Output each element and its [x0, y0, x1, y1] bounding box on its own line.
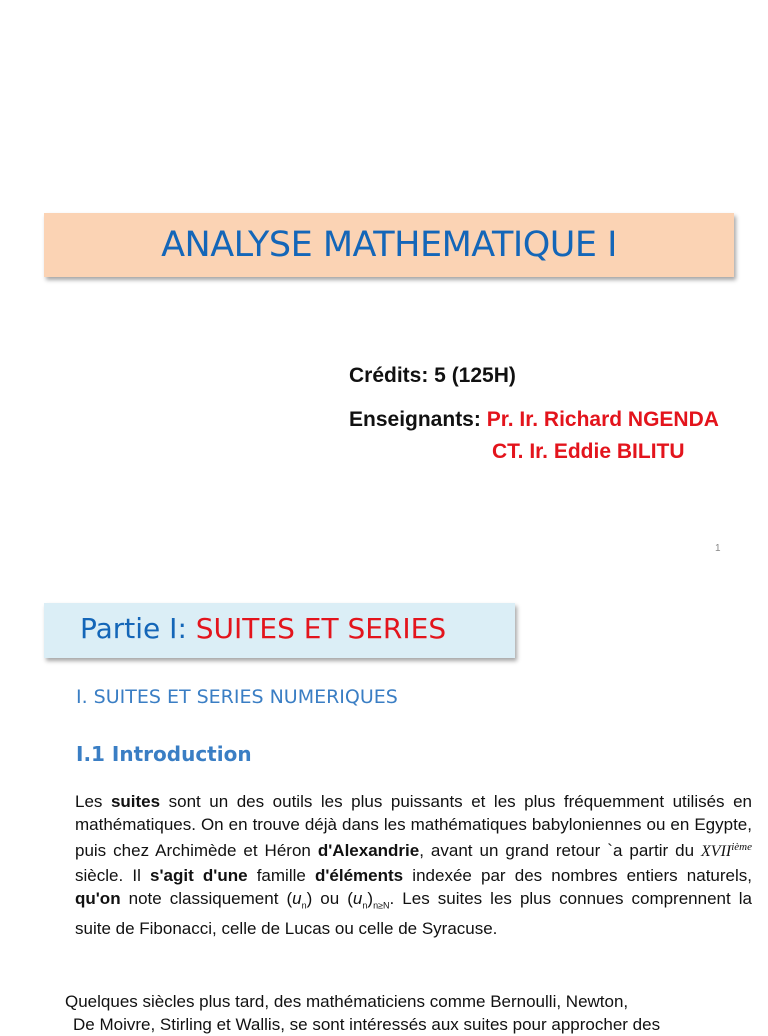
part-banner [44, 603, 515, 658]
part-prefix: Partie I: [80, 612, 187, 645]
teacher-1: Pr. Ir. Richard NGENDA [486, 408, 719, 431]
intro-paragraph: Les suites sont un des outils les plus puissants et les plus fréquemment utilisés en mathématiques. On en trouve déjà dans les mathématiques babyloniennes ou en Egypte, puis chez Archimède et Héron d'Alexandrie, avant un grand retour `a partir du XVIIième siècle. Il s'agit d'une famille d'éléments indexée par des nombres entiers naturels, qu'on note classiquement $(u_n)$ ou $(u_n)_{n\ge N}$. Les suites les plus connues comprennent la suite de Fibonacci, celle de Lucas ou celle de Syracuse. [75, 792, 752, 939]
paragraph2-line1: Quelques siècles plus tard, des mathématiciens comme Bernoulli, Newton, [65, 992, 629, 1011]
subsection-heading: I.1 Introduction [76, 742, 252, 766]
second-paragraph [65, 990, 755, 1036]
teachers-label: Enseignants: [349, 408, 481, 431]
sequence-u: u [292, 888, 302, 908]
paragraph2-line2: De Moivre, Stirling et Wallis, se sont intéressés aux suites pour approcher des [73, 1015, 661, 1035]
page-number: 1 [715, 543, 721, 554]
course-title: ANALYSE MATHEMATIQUE I [161, 225, 617, 265]
teachers-line [349, 408, 719, 432]
century-math: XVII [701, 843, 732, 861]
part-title [80, 612, 446, 645]
title-banner [44, 213, 734, 277]
teacher-2: CT. Ir. Eddie BILITU [492, 440, 685, 463]
part-name: SUITES ET SERIES [195, 612, 447, 645]
credits-line: Crédits: 5 (125H) [349, 364, 516, 387]
section-heading: I. SUITES ET SERIES NUMERIQUES [76, 686, 398, 708]
